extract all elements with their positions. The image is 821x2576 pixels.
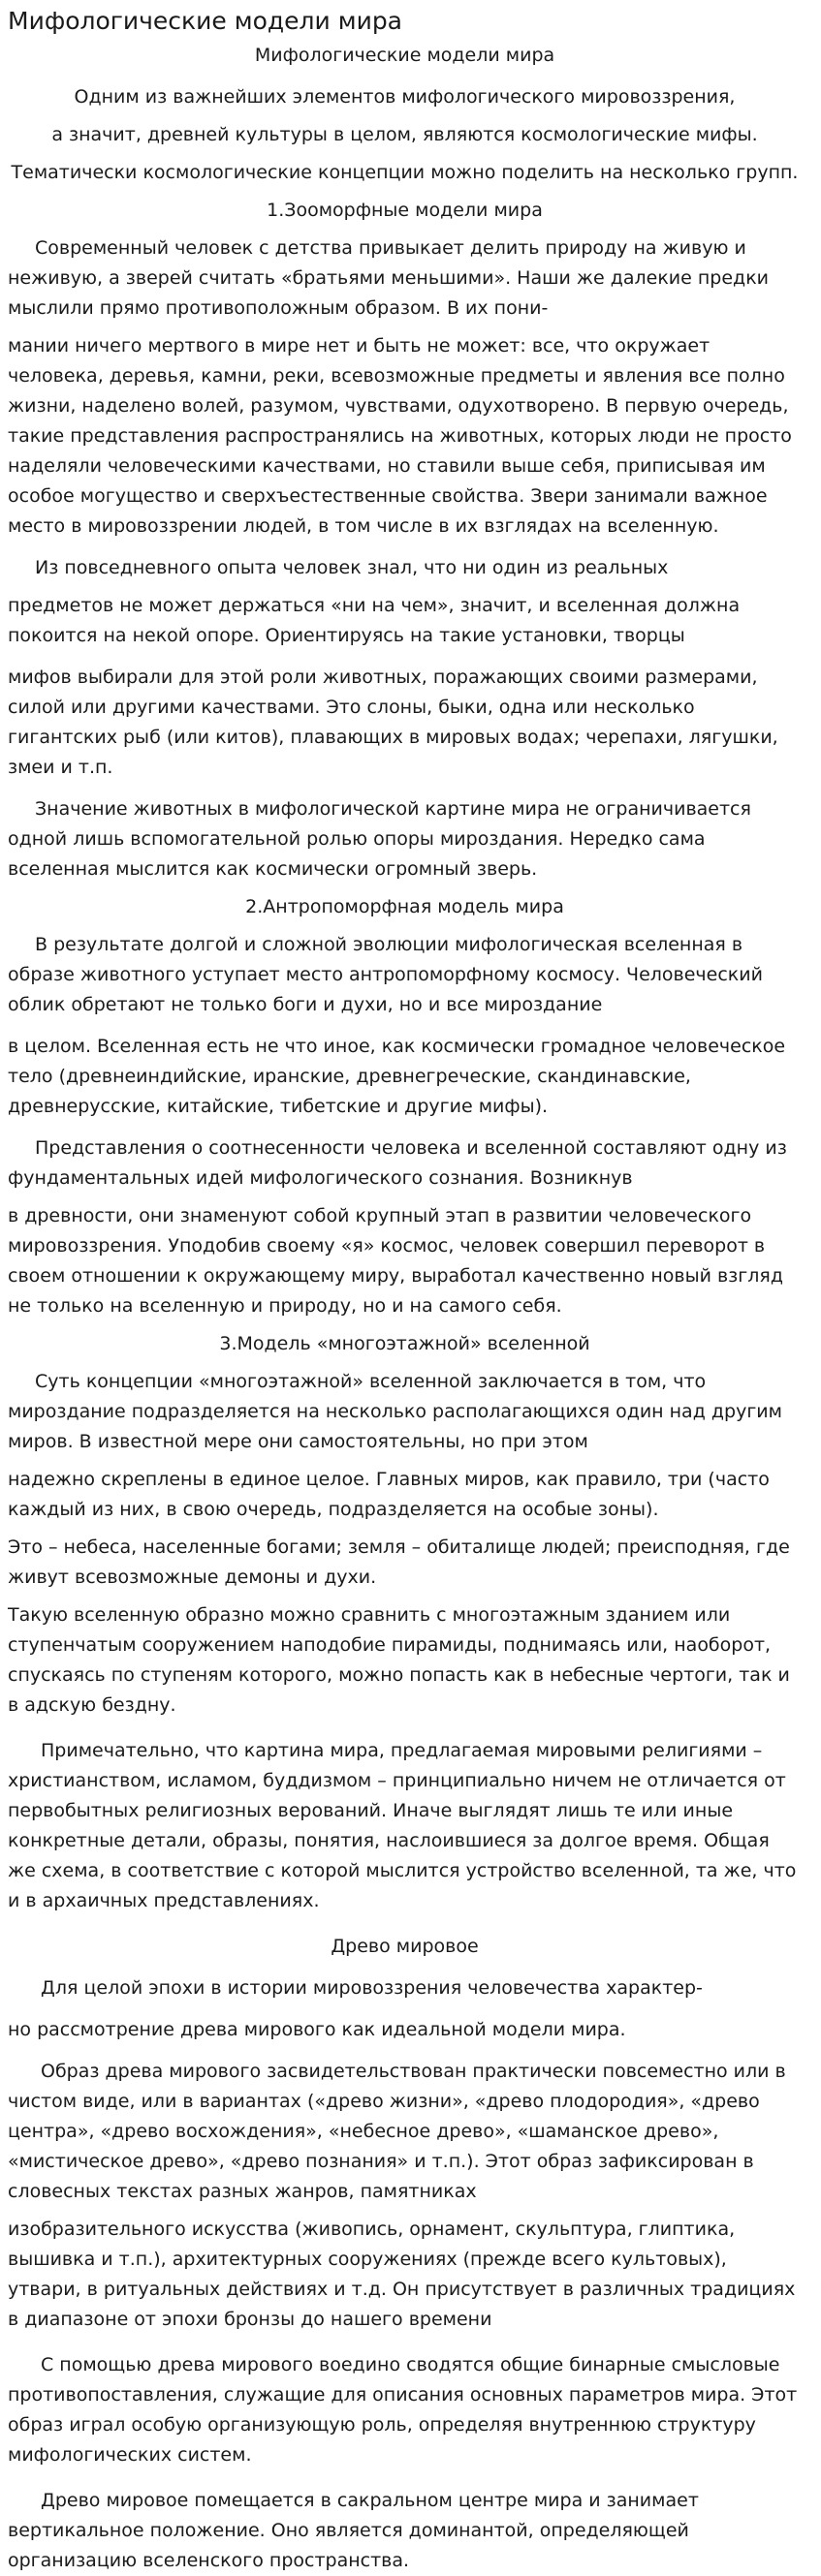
paragraph: в древности, они знаменуют собой крупный этап в развитии человеческого мировоззрения. Уподобив своему «я» космос, человек совершил переворот в своем отношении к окружающему миру, выработал качественно новый взгляд не только на вселенную и природу, но и на самого себя.: [8, 1205, 783, 1317]
page-title: Мифологические модели мира: [8, 7, 403, 35]
paragraph: Примечательно, что картина мира, предлагаемая мировыми религиями – христианством, исламом, буддизмом – принципиально ничем не отличается от первобытных религиозных верований. Иначе выглядят лишь те или иные конкретные детали, образы, понятия, наслоившиеся за долгое время. Общая же схема, в соответствие с которой мыслится устройство вселенной, та же, что и в архаичных представлениях.: [8, 1740, 797, 1911]
section-heading-zoomorphic: 1.Зооморфные модели мира: [267, 200, 543, 221]
paragraph: В результате долгой и сложной эволюции мифологическая вселенная в образе животного уступает место антропоморфному космосу. Человеческий облик обретают не только боги и духи, но и все мироздание: [8, 934, 763, 1015]
paragraph: Значение животных в мифологической картине мира не ограничивается одной лишь вспомогательной ролью опоры мироздания. Нередко сама вселенная мыслится как космически огромный зверь.: [8, 798, 751, 880]
paragraph: Для целой эпохи в истории мировоззрения человечества характер-: [41, 1977, 703, 1999]
section-heading-anthropomorphic: 2.Антропоморфная модель мира: [245, 896, 564, 917]
paragraph: Из повседневного опыта человек знал, что ни один из реальных: [35, 557, 669, 578]
paragraph: Современный человек с детства привыкает делить природу на живую и неживую, а зверей считать «братьями меньшими». Наши же далекие предки мыслили прямо противоположным образом. В их пони-: [8, 237, 770, 319]
paragraph: но рассмотрение древа мирового как идеальной модели мира.: [8, 2019, 626, 2040]
paragraph: а значит, древней культуры в целом, являются космологические мифы.: [51, 124, 758, 145]
paragraph: Это – небеса, населенные богами; земля – обиталище людей; преисподняя, где живут всевозможные демоны и духи.: [8, 1536, 790, 1588]
subtitle: Мифологические модели мира: [254, 45, 555, 66]
paragraph: Тематически космологические концепции можно поделить на несколько групп.: [11, 162, 799, 183]
paragraph: Такую вселенную образно можно сравнить с многоэтажным зданием или ступенчатым сооружением наподобие пирамиды, поднимаясь или, наоборот, спускаясь по ступеням которого, можно попасть как в небесные чертоги, так и в адскую бездну.: [8, 1604, 790, 1716]
paragraph: предметов не может держаться «ни на чем», значит, и вселенная должна покоится на некой опоре. Ориентируясь на такие установки, творцы: [8, 595, 741, 646]
paragraph: Образ древа мирового засвидетельствован практически повсеместно или в чистом виде, или в вариантах («древо жизни», «древо плодородия», «древо центра», «древо восхождения», «небесное древо», «шаманское древо», «мистическое древо», «древо познания» и т.п.). Этот образ зафиксирован в словесных текстах разных жанров, памятниках: [8, 2061, 786, 2202]
section-heading-multistorey: 3.Модель «многоэтажной» вселенной: [219, 1333, 590, 1354]
paragraph: в целом. Вселенная есть не что иное, как космически громадное человеческое тело (древнеиндийские, иранские, древнегреческие, скандинавские, древнерусские, китайские, тибетские и другие мифы).: [8, 1036, 786, 1117]
paragraph: С помощью древа мирового воедино сводятся общие бинарные смысловые противопоставления, служащие для описания основных параметров мира. Этот образ играл особую организующую роль, определяя внутреннюю структуру мифологических систем.: [8, 2354, 798, 2466]
paragraph: Представления о соотнесенности человека и вселенной составляют одну из фундаментальных идей мифологического сознания. Возникнув: [8, 1137, 787, 1189]
paragraph: мании ничего мертвого в мире нет и быть не может: все, что окружает человека, деревья, камни, реки, всевозможные предметы и явления все полно жизни, наделено волей, разумом, чувствами, одухотворено. В первую очередь, такие представления распространялись на животных, которых люди не просто наделяли человеческими качествами, но ставили выше себя, приписывая им особое могущество и сверхъестественные свойства. Звери занимали важное место в мировоззрении людей, в том числе в их взглядах на вселенную.: [8, 335, 792, 537]
section-heading-world-tree: Древо мировое: [331, 1936, 479, 1957]
paragraph: Суть концепции «многоэтажной» вселенной заключается в том, что мироздание подразделяется на несколько располагающихся один над другим миров. В известной мере они самостоятельны, но при этом: [8, 1371, 782, 1452]
paragraph: мифов выбирали для этой роли животных, поражающих своими размерами, силой или другими качествами. Это слоны, быки, одна или несколько гигантских рыб (или китов), плавающих в мировых водах; черепахи, лягушки, змеи и т.п.: [8, 667, 778, 778]
paragraph: надежно скреплены в единое целое. Главных миров, как правило, три (часто каждый из них, в свою очередь, подразделяется на особые зоны).: [8, 1469, 770, 1520]
paragraph: Древо мировое помещается в сакральном центре мира и занимает вертикальное положение. Оно является доминантой, определяющей организацию вселенского пространства.: [8, 2490, 699, 2571]
paragraph: Одним из важнейших элементов мифологического мировоззрения,: [74, 86, 736, 108]
paragraph: изобразительного искусства (живопись, орнамент, скульптура, глиптика, вышивка и т.п.), архитектурных сооружениях (прежде всего культовых), утвари, в ритуальных действиях и т.д. Он присутствует в различных традициях в диапазоне от эпохи бронзы до нашего времени: [8, 2219, 796, 2330]
